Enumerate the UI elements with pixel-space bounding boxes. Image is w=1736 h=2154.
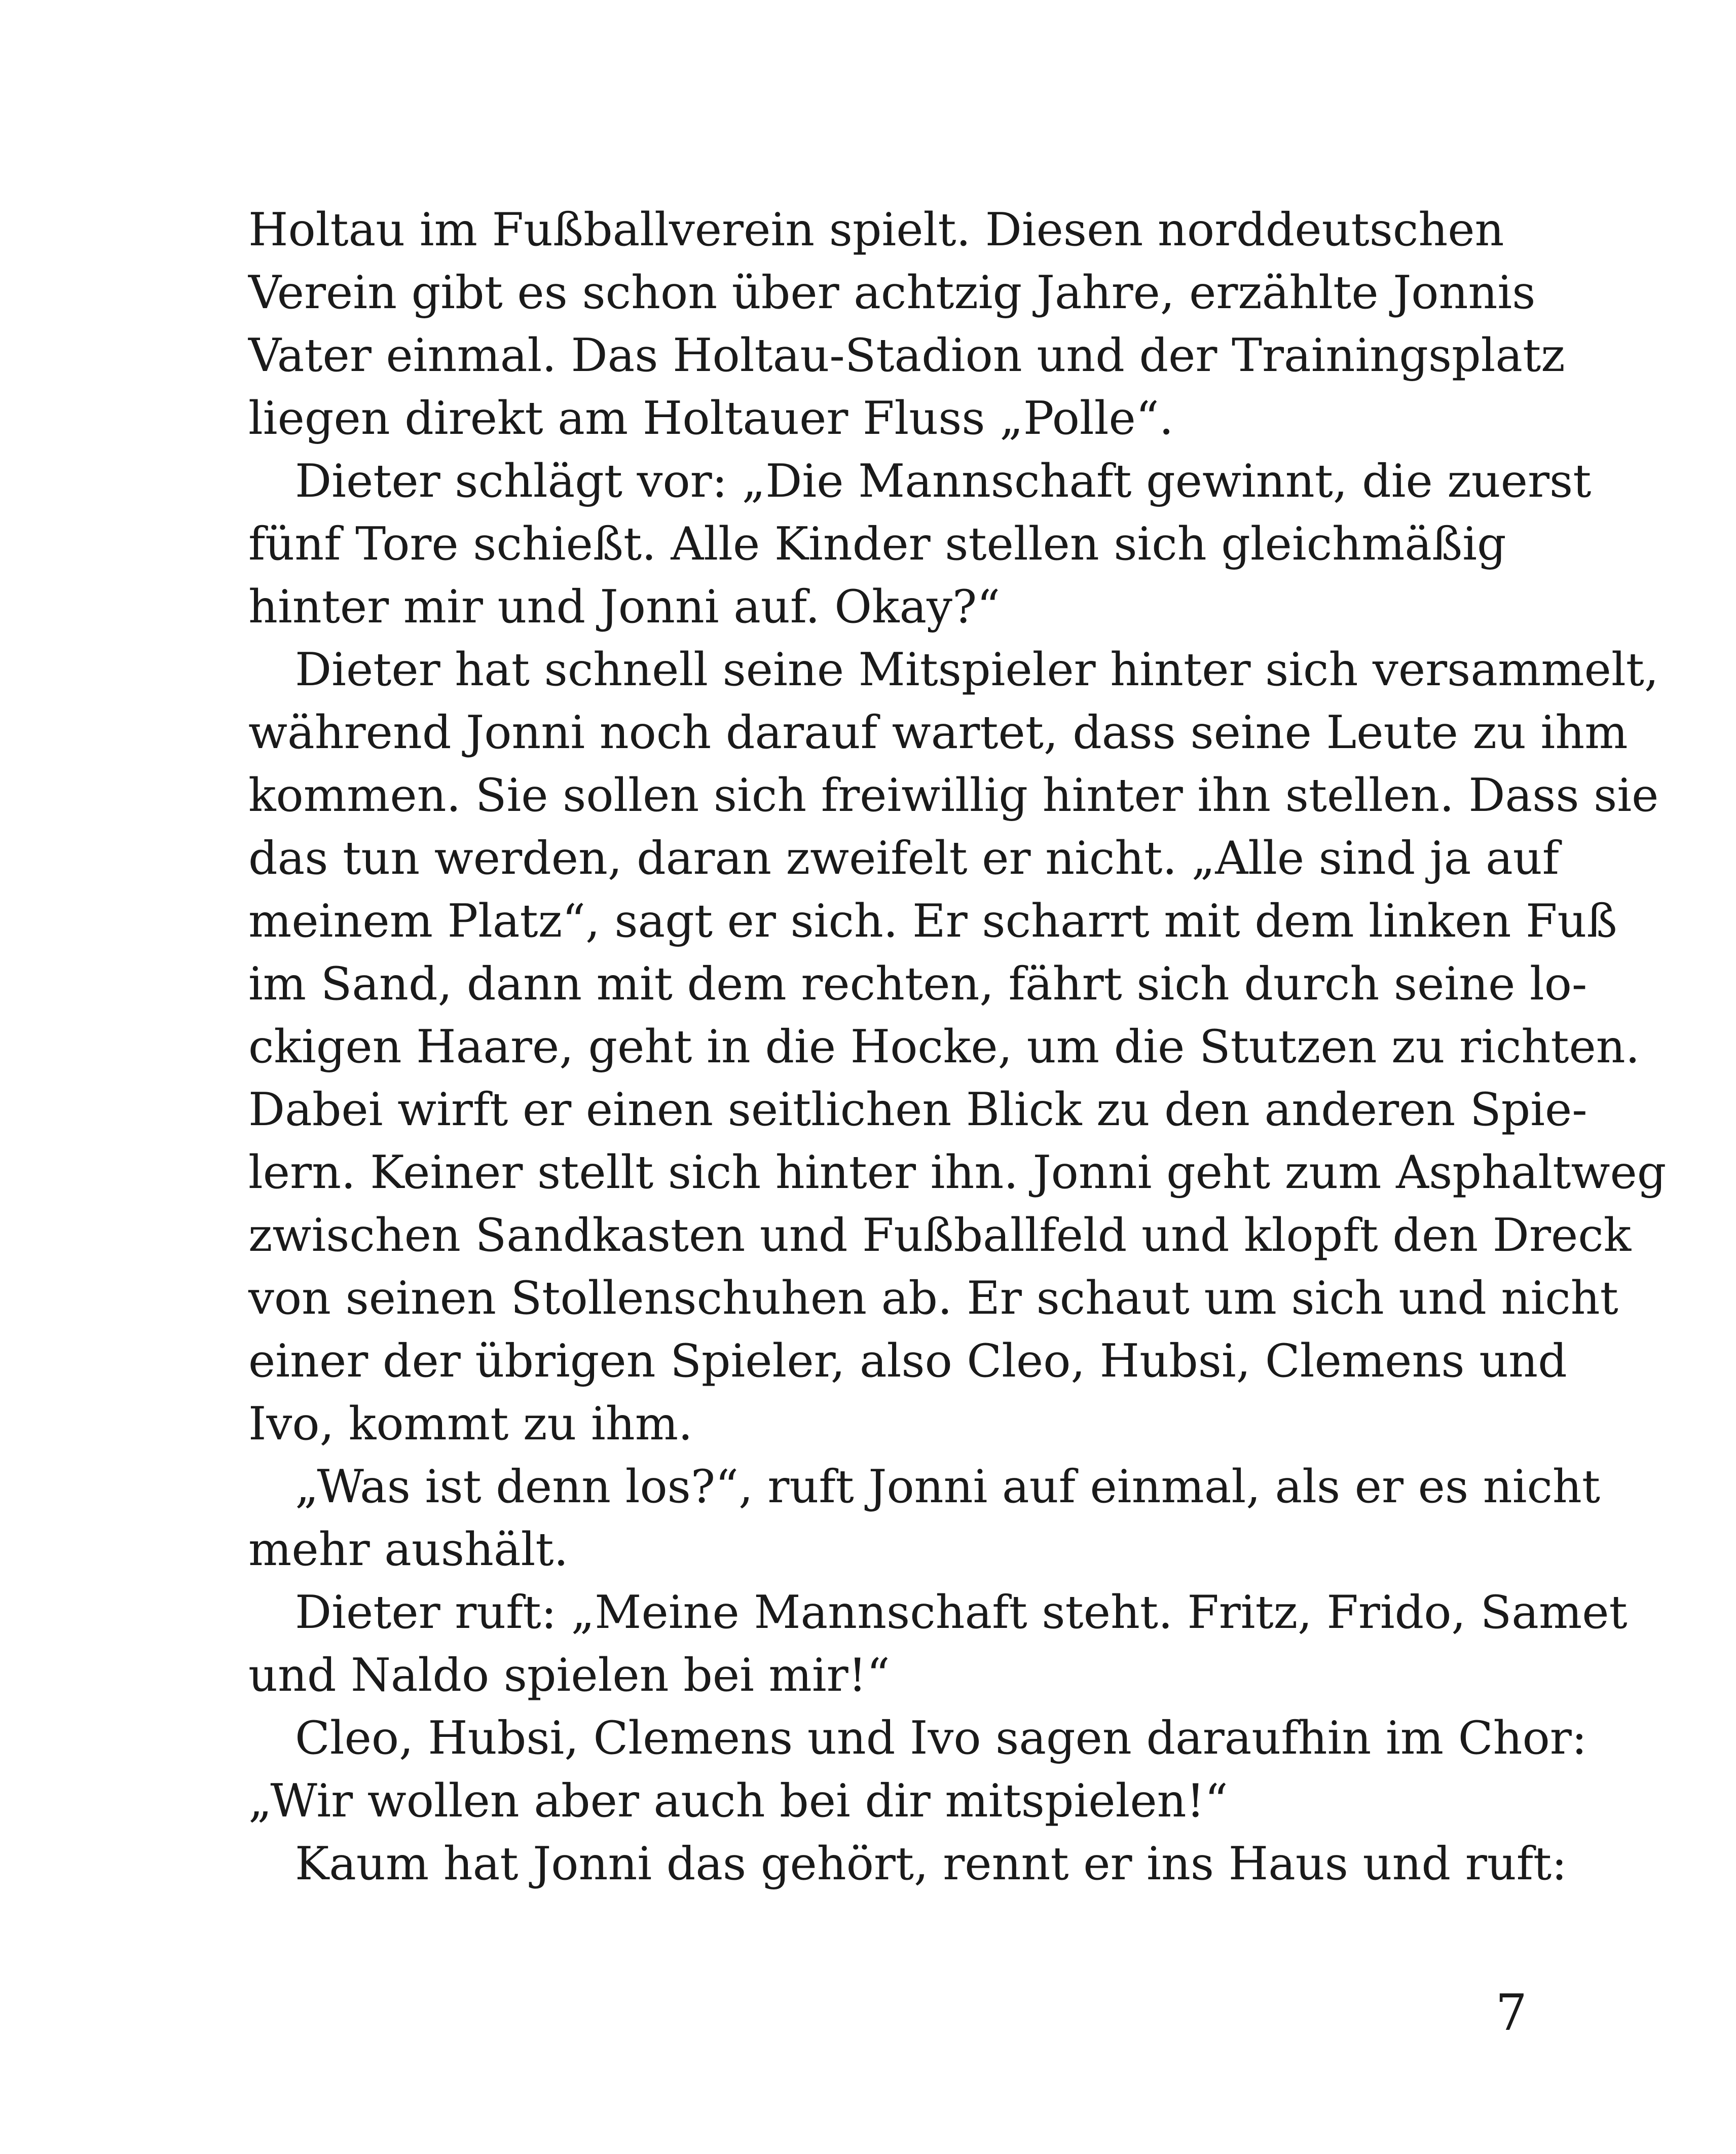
text-line: Dieter schlägt vor: „Die Mannschaft gewinnt, die zuerst — [295, 455, 1592, 508]
text-line: meinem Platz“, sagt er sich. Er scharrt mit dem linken Fuß — [248, 895, 1617, 948]
text-line: Ivo, kommt zu ihm. — [248, 1397, 693, 1451]
text-line: einer der übrigen Spieler, also Cleo, Hubsi, Clemens und — [248, 1334, 1567, 1388]
text-line: „Was ist denn los?“, ruft Jonni auf einmal, als er es nicht — [295, 1460, 1601, 1513]
text-line: Vater einmal. Das Holtau-Stadion und der Trainingsplatz — [248, 329, 1565, 382]
text-line: von seinen Stollenschuhen ab. Er schaut um sich und nicht — [248, 1272, 1618, 1325]
page-number: 7 — [1495, 1984, 1527, 2042]
text-line: Kaum hat Jonni das gehört, rennt er ins Haus und ruft: — [295, 1837, 1567, 1890]
text-line: lern. Keiner stellt sich hinter ihn. Jonni geht zum Asphaltweg — [248, 1146, 1667, 1199]
text-line: und Naldo spielen bei mir!“ — [248, 1649, 890, 1702]
text-line: Cleo, Hubsi, Clemens und Ivo sagen daraufhin im Chor: — [295, 1712, 1587, 1765]
text-line: Holtau im Fußballverein spielt. Diesen norddeutschen — [248, 203, 1504, 256]
text-line: zwischen Sandkasten und Fußballfeld und klopft den Dreck — [248, 1209, 1632, 1262]
text-line: „Wir wollen aber auch bei dir mitspielen!“ — [248, 1774, 1228, 1828]
text-line: Dabei wirft er einen seitlichen Blick zu den anderen Spie- — [248, 1083, 1587, 1136]
text-line: mehr aushält. — [248, 1523, 569, 1576]
text-line: während Jonni noch darauf wartet, dass seine Leute zu ihm — [248, 706, 1628, 759]
text-line: kommen. Sie sollen sich freiwillig hinter ihn stellen. Dass sie — [248, 769, 1659, 822]
text-line: das tun werden, daran zweifelt er nicht. „Alle sind ja auf — [248, 832, 1560, 885]
text-line: Dieter hat schnell seine Mitspieler hinter sich versammelt, — [295, 643, 1659, 696]
text-line: im Sand, dann mit dem rechten, fährt sich durch seine lo- — [248, 957, 1587, 1011]
text-line: hinter mir und Jonni auf. Okay?“ — [248, 580, 1001, 634]
text-line: liegen direkt am Holtauer Fluss „Polle“. — [248, 392, 1174, 445]
body-text — [248, 199, 1667, 1896]
text-line: ckigen Haare, geht in die Hocke, um die Stutzen zu richten. — [248, 1020, 1640, 1073]
text-line: Dieter ruft: „Meine Mannschaft steht. Fritz, Frido, Samet — [295, 1586, 1628, 1639]
text-line: Verein gibt es schon über achtzig Jahre, erzählte Jonnis — [248, 266, 1536, 319]
text-line: fünf Tore schießt. Alle Kinder stellen sich gleichmäßig — [248, 517, 1506, 571]
